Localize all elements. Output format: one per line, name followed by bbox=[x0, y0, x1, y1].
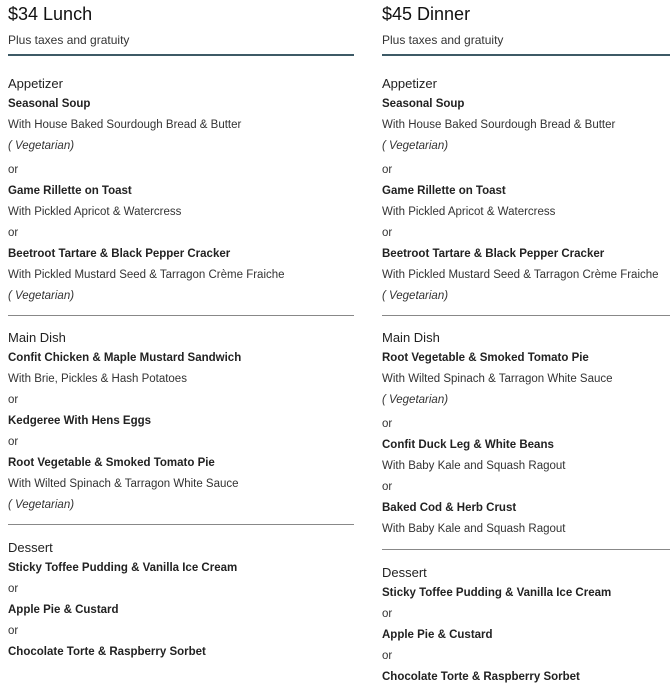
appetizer-section bbox=[382, 76, 670, 305]
or-separator: or bbox=[8, 583, 19, 595]
dessert-section bbox=[382, 565, 670, 686]
section-divider bbox=[8, 315, 354, 316]
menu-item-name: Root Vegetable & Smoked Tomato Pie bbox=[382, 352, 589, 364]
menu-item-description: With Baby Kale and Squash Ragout bbox=[382, 460, 566, 472]
or-separator: or bbox=[382, 650, 393, 662]
vegetarian-note: ( Vegetarian) bbox=[382, 290, 449, 302]
menu-item-name: Confit Chicken & Maple Mustard Sandwich bbox=[8, 352, 242, 364]
or-separator: or bbox=[382, 608, 393, 620]
or-separator: or bbox=[382, 418, 393, 430]
menu-item-description: With Pickled Apricot & Watercress bbox=[8, 206, 182, 218]
menu-subtitle: Plus taxes and gratuity bbox=[382, 33, 504, 47]
menu-item-description: With House Baked Sourdough Bread & Butter bbox=[382, 119, 616, 131]
vegetarian-note: ( Vegetarian) bbox=[382, 394, 449, 406]
menu-item-description: With Pickled Mustard Seed & Tarragon Crème Fraiche bbox=[8, 269, 285, 281]
menu-item-name: Baked Cod & Herb Crust bbox=[382, 502, 517, 514]
menu-item-name: Beetroot Tartare & Black Pepper Cracker bbox=[382, 248, 605, 260]
menu-item-description: With Pickled Apricot & Watercress bbox=[382, 206, 556, 218]
menu-item-description: With Brie, Pickles & Hash Potatoes bbox=[8, 373, 187, 385]
section-divider bbox=[382, 549, 670, 550]
menu-item-description: With Baby Kale and Squash Ragout bbox=[382, 523, 566, 535]
title-divider bbox=[382, 54, 670, 56]
section-divider bbox=[382, 315, 670, 316]
or-separator: or bbox=[382, 227, 393, 239]
section-divider bbox=[8, 524, 354, 525]
or-separator: or bbox=[8, 436, 19, 448]
menu-item-name: Sticky Toffee Pudding & Vanilla Ice Cream bbox=[382, 587, 612, 599]
section-title: Appetizer bbox=[8, 76, 63, 91]
vegetarian-note: ( Vegetarian) bbox=[8, 140, 75, 152]
section-title: Main Dish bbox=[8, 330, 66, 345]
appetizer-section bbox=[8, 76, 354, 305]
menu-title: $45 Dinner bbox=[382, 4, 471, 24]
menu-item-description: With Wilted Spinach & Tarragon White Sauce bbox=[8, 478, 239, 490]
dessert-section bbox=[8, 540, 354, 661]
menu-item-name: Seasonal Soup bbox=[382, 98, 465, 110]
vegetarian-note: ( Vegetarian) bbox=[382, 140, 449, 152]
section-title: Dessert bbox=[8, 540, 53, 555]
menu-subtitle: Plus taxes and gratuity bbox=[8, 33, 130, 47]
menu-item-name: Chocolate Torte & Raspberry Sorbet bbox=[382, 671, 580, 683]
or-separator: or bbox=[8, 394, 19, 406]
menu-item-name: Root Vegetable & Smoked Tomato Pie bbox=[8, 457, 215, 469]
menu-item-description: With House Baked Sourdough Bread & Butter bbox=[8, 119, 242, 131]
menu-item-name: Beetroot Tartare & Black Pepper Cracker bbox=[8, 248, 231, 260]
or-separator: or bbox=[382, 164, 393, 176]
menu-item-name: Seasonal Soup bbox=[8, 98, 91, 110]
menu-item-name: Kedgeree With Hens Eggs bbox=[8, 415, 152, 427]
or-separator: or bbox=[8, 227, 19, 239]
menu-item-name: Chocolate Torte & Raspberry Sorbet bbox=[8, 646, 206, 658]
or-separator: or bbox=[8, 164, 19, 176]
main-dish-section bbox=[382, 330, 670, 538]
menu-item-name: Game Rillette on Toast bbox=[382, 185, 506, 197]
or-separator: or bbox=[8, 625, 19, 637]
menu-item-name: Confit Duck Leg & White Beans bbox=[382, 439, 554, 451]
menu-item-description: With Pickled Mustard Seed & Tarragon Crème Fraiche bbox=[382, 269, 659, 281]
menu-item-name: Apple Pie & Custard bbox=[382, 629, 493, 641]
or-separator: or bbox=[382, 481, 393, 493]
menu-item-description: With Wilted Spinach & Tarragon White Sauce bbox=[382, 373, 613, 385]
menu-item-name: Game Rillette on Toast bbox=[8, 185, 132, 197]
section-title: Main Dish bbox=[382, 330, 440, 345]
menu-title: $34 Lunch bbox=[8, 4, 93, 24]
vegetarian-note: ( Vegetarian) bbox=[8, 290, 75, 302]
section-title: Appetizer bbox=[382, 76, 437, 91]
title-divider bbox=[8, 54, 354, 56]
menu-item-name: Sticky Toffee Pudding & Vanilla Ice Cream bbox=[8, 562, 238, 574]
section-title: Dessert bbox=[382, 565, 427, 580]
vegetarian-note: ( Vegetarian) bbox=[8, 499, 75, 511]
menu-item-name: Apple Pie & Custard bbox=[8, 604, 119, 616]
main-dish-section bbox=[8, 330, 354, 514]
